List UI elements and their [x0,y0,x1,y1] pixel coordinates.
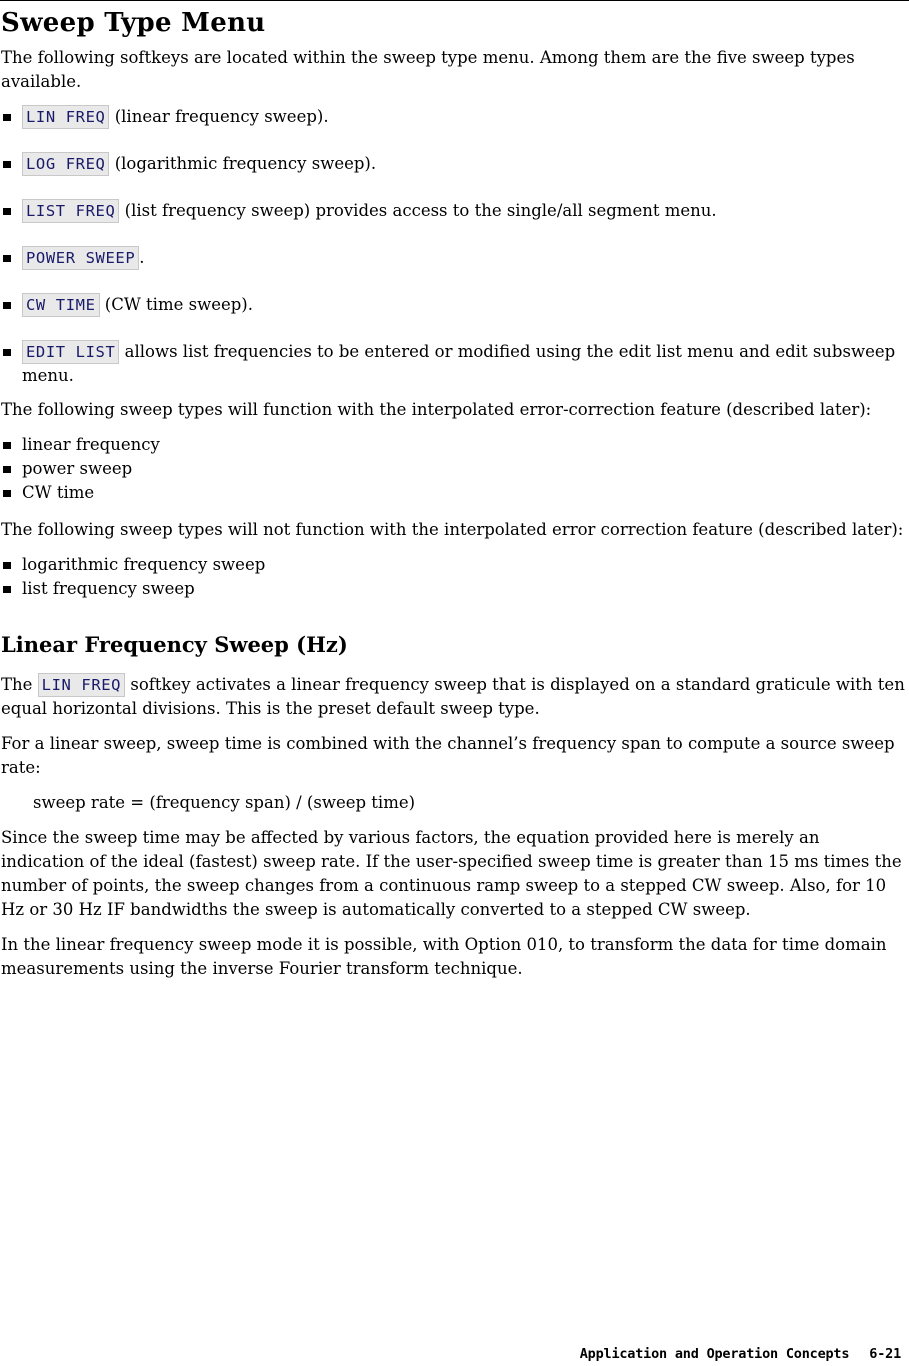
bullet-icon [3,466,11,473]
footer-page-number: 6-21 [869,1346,901,1362]
softkey-description: (linear frequency sweep). [109,107,329,126]
edit-list-softkey[interactable]: EDIT LIST [22,340,119,364]
paragraph-text: The [1,675,38,694]
page-content [1,6,907,992]
paragraph-text: softkey activates a linear frequency sweep that is displayed on a standard graticule with ten equal horizontal divisions. This is the preset default sweep type. [1,675,905,718]
linear-sweep-paragraph-4: In the linear frequency sweep mode it is possible, with Option 010, to transform the data for time domain measurements using the inverse Fourier transform technique. [1,935,887,978]
list-item [1,553,907,577]
bullet-icon [3,302,11,309]
bullet-icon [3,255,11,262]
nofunction-intro: The following sweep types will not function with the interpolated error correction feature (described later): [1,520,904,539]
list-item-text: list frequency sweep [22,579,195,598]
linear-sweep-paragraph-2: For a linear sweep, sweep time is combined with the channel’s frequency span to compute a source sweep rate: [1,734,895,777]
list-freq-softkey[interactable]: LIST FREQ [22,199,119,223]
function-list [1,433,907,505]
subsection-title: Linear Frequency Sweep (Hz) [1,632,348,657]
section-title: Sweep Type Menu [1,8,266,38]
softkey-description: . [139,248,145,267]
bullet-icon [3,208,11,215]
list-item [1,577,907,601]
page-footer [580,1346,901,1362]
softkey-item-power-sweep [1,246,907,270]
list-item-text: power sweep [22,459,133,478]
softkey-item-log-freq [1,152,907,176]
list-item-text: linear frequency [22,435,160,454]
bullet-icon [3,349,11,356]
section-intro: The following softkeys are located within the sweep type menu. Among them are the five sweep types available. [1,48,855,91]
softkey-description: (list frequency sweep) provides access to the single/all segment menu. [119,201,717,220]
lin-freq-softkey-inline[interactable]: LIN FREQ [38,673,125,697]
softkey-list [1,105,907,388]
softkey-description: (logarithmic frequency sweep). [109,154,377,173]
bullet-icon [3,562,11,569]
footer-chapter: Application and Operation Concepts [579,1346,850,1362]
list-item [1,481,907,505]
list-item [1,433,907,457]
bullet-icon [3,586,11,593]
lin-freq-softkey[interactable]: LIN FREQ [22,105,109,129]
softkey-description: (CW time sweep). [99,295,253,314]
bullet-icon [3,161,11,168]
softkey-item-edit-list [1,340,907,388]
softkey-item-cw-time [1,293,907,317]
sweep-rate-formula: sweep rate = (frequency span) / (sweep time) [33,793,416,812]
list-item-text: CW time [22,483,95,502]
softkey-item-lin-freq [1,105,907,129]
bullet-icon [3,114,11,121]
linear-sweep-paragraph-3: Since the sweep time may be affected by various factors, the equation provided here is merely an indication of the ideal (fastest) sweep rate. If the user-specified sweep time is greater than 15 ms times the number of points, the sweep changes from a continuous ramp sweep to a stepped CW sweep. Also, for 10 Hz or 30 Hz IF bandwidths the sweep is automatically converted to a stepped CW sweep. [1,828,902,919]
bullet-icon [3,490,11,497]
nofunction-list [1,553,907,601]
list-item-text: logarithmic frequency sweep [22,555,266,574]
linear-sweep-paragraph-1 [1,673,907,721]
bullet-icon [3,442,11,449]
power-sweep-softkey[interactable]: POWER SWEEP [22,246,139,270]
function-intro: The following sweep types will function with the interpolated error-correction feature (described later): [1,400,872,419]
softkey-description: allows list frequencies to be entered or modified using the edit list menu and edit subsweep menu. [22,342,896,385]
list-item [1,457,907,481]
cw-time-softkey[interactable]: CW TIME [22,293,100,317]
log-freq-softkey[interactable]: LOG FREQ [22,152,109,176]
softkey-item-list-freq [1,199,907,223]
top-rule [0,0,909,1]
